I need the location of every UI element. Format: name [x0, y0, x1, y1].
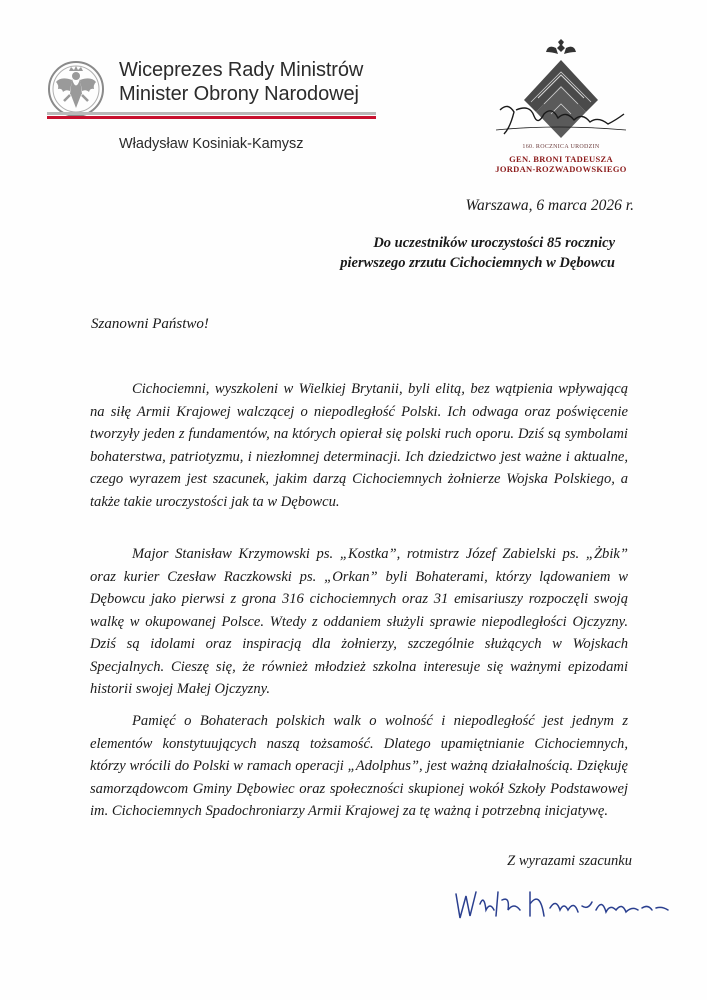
letter-date: Warszawa, 6 marca 2026 r.	[465, 197, 634, 214]
title-line-2: Minister Obrony Narodowej	[119, 83, 359, 105]
polish-eagle-icon	[47, 58, 105, 120]
title-line-1: Wiceprezes Rady Ministrów	[119, 59, 364, 81]
emblem-line-2: JORDAN-ROZWADOWSKIEGO	[495, 164, 627, 174]
sender-name: Władysław Kosiniak-Kamysz	[119, 136, 304, 152]
closing: Z wyrazami szacunku	[507, 853, 632, 869]
emblem-anniversary: 160. ROCZNICA URODZIN	[522, 144, 600, 150]
ministry-title	[119, 58, 363, 106]
address-line-1: Do uczestników uroczystości 85 rocznicy	[373, 235, 615, 251]
emblem-caption	[486, 144, 636, 174]
handwritten-signature	[450, 880, 680, 930]
paragraph-1: Cichociemni, wyszkoleni w Wielkiej Brytanii, byli elitą, bez wątpienia wpływającą na siłę Armii Krajowej walczącej o niepodległość Polski. Ich odwaga oraz poświęcenie tworzyły jeden z fundamentów, na których opierał się polski ruch oporu. Dziś są symbolami bohaterstwa, patriotyzmu, i niezłomnej determinacji. Ich dziedzictwo jest ważne i aktualne, czego wyrazem jest szacunek, jakim darzą Cichociemnych żołnierze Wojska Polskiego, a także takie uroczystości jak ta w Dębowcu.	[90, 381, 628, 510]
paragraph-3: Pamięć o Bohaterach polskich walk o wolność i niepodległość jest jednym z elementów konstytuujących naszą tożsamość. Dlatego upamiętnianie Cichociemnych, którzy wrócili do Polski w ramach operacji „Adolphus”, jest ważną działalnością. Dziękuję samorządowcom Gminy Dębowiec oraz społeczności skupionej wokół Szkoły Podstawowej im. Cichociemnych Spadochroniarzy Armii Krajowej za tę ważną i potrzebną inicjatywę.	[90, 713, 628, 819]
emblem-signature-icon	[486, 100, 636, 140]
header-rule-gray	[47, 112, 376, 115]
emblem-line-1: GEN. BRONI TADEUSZA	[509, 154, 613, 164]
paragraph-2: Major Stanisław Krzymowski ps. „Kostka”, rotmistrz Józef Zabielski ps. „Żbik” oraz kurier Czesław Raczkowski ps. „Orkan” byli Bohaterami, którzy lądowaniem w Dębowcu jako pierwsi z grona 316 cichociemnych oraz 31 emisariuszy rozpoczęli swoją walkę w okupowanej Polsce. Wtedy z oddaniem służyli sprawie niepodległości Ojczyzny. Dziś są idolami oraz inspiracją dla żołnierzy, szczególnie służących w Wojskach Specjalnych. Cieszę się, że również młodzież szkolna interesuje się ważnymi epizodami historii swojej Małej Ojczyzny.	[90, 546, 628, 697]
header-rule-red	[47, 116, 376, 119]
address-line-2: pierwszego zrzutu Cichociemnych w Dębowcu	[340, 255, 615, 271]
letter-address	[340, 233, 615, 273]
salutation: Szanowni Państwo!	[91, 316, 209, 332]
